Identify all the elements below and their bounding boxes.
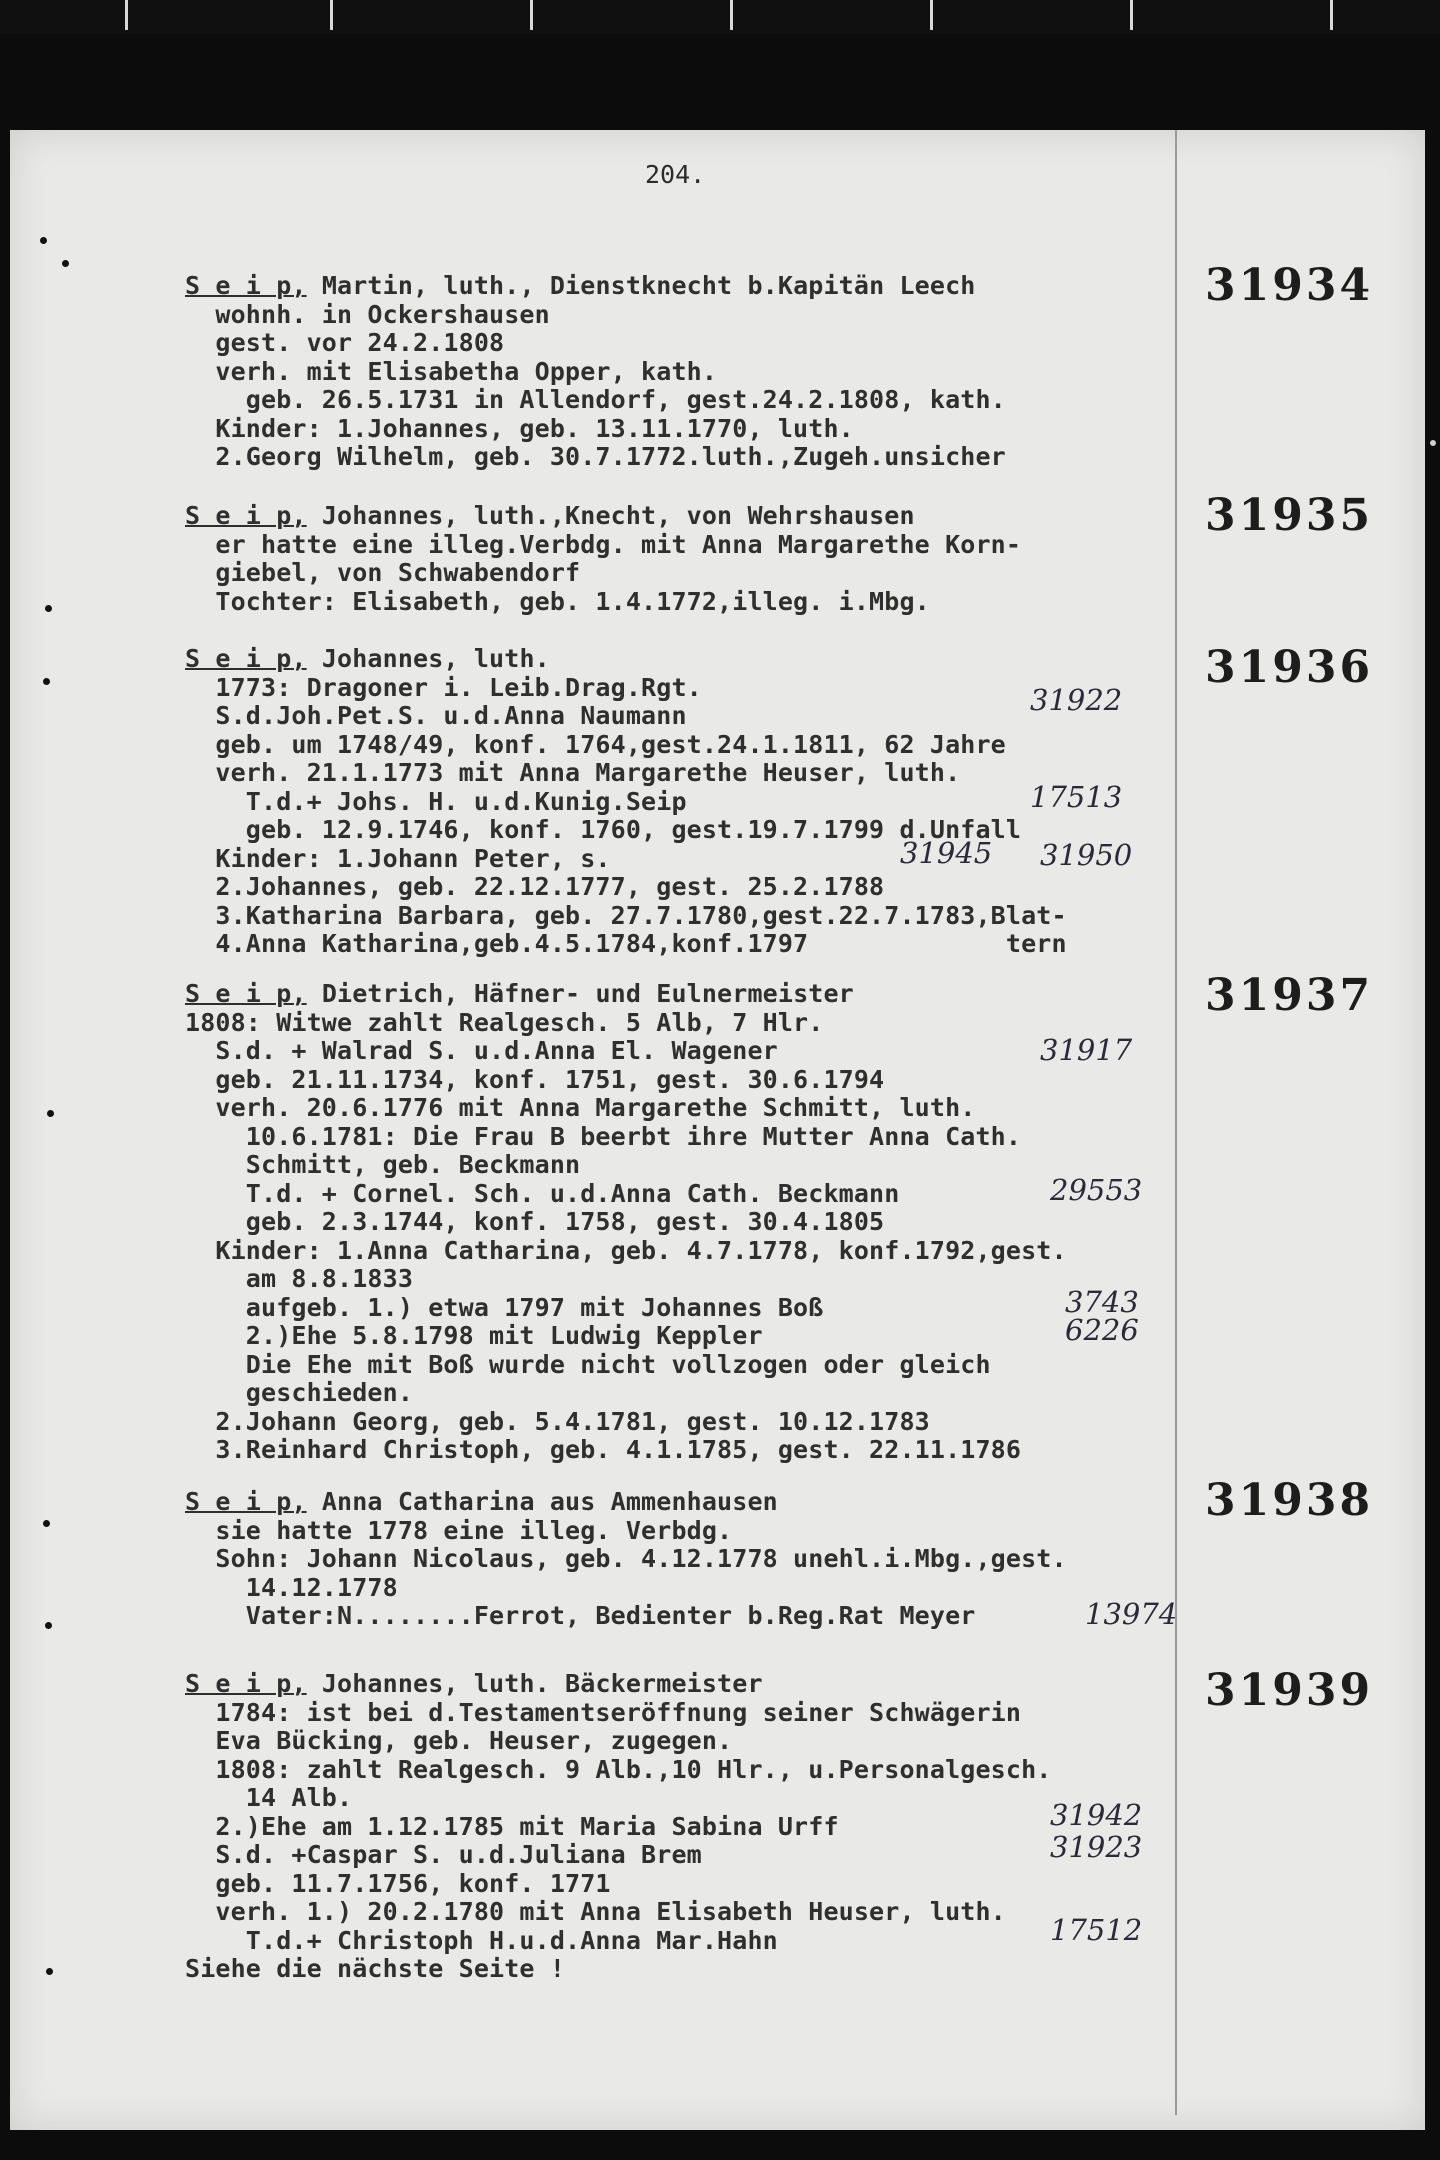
entry-line: 2.Johann Georg, geb. 5.4.1781, gest. 10.12.1783 [185,1406,930,1436]
entry-line: geschieden. [185,1378,414,1407]
entry-line: Sohn: Johann Nicolaus, geb. 4.12.1778 unehl.i.Mbg.,gest. [185,1544,1067,1573]
entry-block [185,1670,1195,1984]
entry-line: Kinder: 1.Johannes, geb. 13.11.1770, luth. [185,413,854,443]
entry-line: 3.Katharina Barbara, geb. 27.7.1780,gest.22.7.1783,Blat- [185,900,1067,930]
entry-line: 14.12.1778 [185,1572,398,1602]
entry-line: geb. 21.11.1734, konf. 1751, gest. 30.6.1794 [185,1064,885,1094]
film-mark [330,0,333,30]
entry-line: am 8.8.1833 [185,1264,414,1293]
entry-line: S e i p, Anna Catharina aus Ammenhausen [185,1487,778,1516]
entry-line: gest. vor 24.2.1808 [185,328,505,357]
handwritten-ref: 31945 [900,836,993,870]
entry-number: 31939 [1205,1665,1374,1716]
punch-hole [43,678,50,685]
entry-line: S e i p, Johannes, luth. [185,644,550,673]
film-mark [125,0,128,30]
punch-hole [46,1968,53,1975]
handwritten-ref: 17513 [1030,780,1123,814]
punch-hole [62,260,69,267]
surname-heading: S e i p, [185,644,307,673]
entry-block [185,272,1195,472]
entry-line: S e i p, Martin, luth., Dienstknecht b.Kapitän Leech [185,271,976,300]
entry-line: aufgeb. 1.) etwa 1797 mit Johannes Boß [185,1292,824,1322]
entry-line: 1808: zahlt Realgesch. 9 Alb.,10 Hlr., u.Personalgesch. [185,1754,1052,1784]
film-strip-top [0,0,1440,34]
entry-line: verh. 1.) 20.2.1780 mit Anna Elisabeth Heuser, luth. [185,1897,1006,1926]
film-mark [1130,0,1133,30]
handwritten-ref: 31922 [1030,683,1123,717]
entry-line: S e i p, Dietrich, Häfner- und Eulnermeister [185,979,854,1008]
entry-line: S e i p, Johannes, luth.,Knecht, von Wehrshausen [185,501,915,530]
entry-line: verh. 20.6.1776 mit Anna Margarethe Schmitt, luth. [185,1093,976,1122]
entry-line: geb. 26.5.1731 in Allendorf, gest.24.2.1808, kath. [185,385,1006,414]
entry-line: sie hatte 1778 eine illeg. Verbdg. [185,1515,733,1545]
handwritten-ref: 31917 [1040,1033,1133,1067]
surname-heading: S e i p, [185,501,307,530]
film-edge-mark [1430,440,1436,446]
entry-line: geb. 2.3.1744, konf. 1758, gest. 30.4.1805 [185,1207,885,1236]
film-mark [930,0,933,30]
punch-hole [45,605,52,612]
entry-line: geb. 11.7.1756, konf. 1771 [185,1868,611,1898]
entry-line: 1773: Dragoner i. Leib.Drag.Rgt. [185,672,702,702]
entry-number: 31934 [1205,260,1374,311]
entry-line: 1784: ist bei d.Testamentseröffnung seiner Schwägerin [185,1697,1022,1727]
punch-hole [43,1520,50,1527]
surname-heading: S e i p, [185,1669,307,1698]
entry-number: 31936 [1205,642,1374,693]
film-mark [530,0,533,30]
entry-line: S e i p, Johannes, luth. Bäckermeister [185,1669,763,1698]
page-number: 204. [645,160,706,189]
entry-line: Vater:N........Ferrot, Bedienter b.Reg.Rat Meyer [185,1601,976,1630]
handwritten-ref: 31942 [1050,1798,1143,1832]
entry-line: geb. 12.9.1746, konf. 1760, gest.19.7.1799 d.Unfall [185,815,1022,844]
handwritten-ref: 17512 [1050,1913,1143,1947]
film-mark [1330,0,1333,30]
punch-hole [40,237,47,244]
entry-line: 2.)Ehe 5.8.1798 mit Ludwig Keppler [185,1321,763,1350]
handwritten-ref: 13974 [1085,1597,1178,1631]
entry-line: 2.Johannes, geb. 22.12.1777, gest. 25.2.1788 [185,872,885,901]
entry-line: Kinder: 1.Johann Peter, s. [185,843,611,873]
entry-block [185,502,1195,616]
entry-line: Tochter: Elisabeth, geb. 1.4.1772,illeg. i.Mbg. [185,586,930,616]
handwritten-ref: 31923 [1050,1830,1143,1864]
handwritten-ref: 6226 [1065,1313,1139,1347]
handwritten-ref: 29553 [1050,1173,1143,1207]
surname-heading: S e i p, [185,1487,307,1516]
entry-line: 3.Reinhard Christoph, geb. 4.1.1785, gest. 22.11.1786 [185,1435,1022,1464]
entry-number: 31937 [1205,970,1374,1021]
handwritten-ref: 3743 [1065,1285,1139,1319]
film-mark [730,0,733,30]
entry-line: Schmitt, geb. Beckmann [185,1150,581,1179]
surname-heading: S e i p, [185,979,307,1008]
entry-line: T.d.+ Christoph H.u.d.Anna Mar.Hahn [185,1925,778,1955]
entry-line: wohnh. in Ockershausen [185,299,550,329]
entry-line: 10.6.1781: Die Frau B beerbt ihre Mutter Anna Cath. [185,1121,1022,1151]
entry-line: 1808: Witwe zahlt Realgesch. 5 Alb, 7 Hlr. [185,1007,824,1037]
entry-line: T.d.+ Johs. H. u.d.Kunig.Seip [185,786,687,816]
entry-line: T.d. + Cornel. Sch. u.d.Anna Cath. Beckmann [185,1178,900,1208]
entry-line: verh. 21.1.1773 mit Anna Margarethe Heuser, luth. [185,758,961,787]
handwritten-ref: 31950 [1040,838,1133,872]
entry-line: verh. mit Elisabetha Opper, kath. [185,356,718,386]
entry-line: giebel, von Schwabendorf [185,558,581,587]
entry-line: Siehe die nächste Seite ! [185,1954,566,1983]
surname-heading: S e i p, [185,271,307,300]
entry-line: 2.)Ehe am 1.12.1785 mit Maria Sabina Urff [185,1811,839,1841]
entry-block [185,1488,1195,1631]
punch-hole [47,1110,54,1117]
entry-line: S.d. +Caspar S. u.d.Juliana Brem [185,1840,702,1869]
entry-line: 14 Alb. [185,1783,353,1812]
entry-line: Eva Bücking, geb. Heuser, zugegen. [185,1726,733,1755]
entry-number: 31935 [1205,490,1374,541]
punch-hole [45,1622,52,1629]
entry-line: 4.Anna Katharina,geb.4.5.1784,konf.1797 tern [185,929,1067,958]
index-card-page [10,130,1425,2130]
entry-line: geb. um 1748/49, konf. 1764,gest.24.1.1811, 62 Jahre [185,729,1006,759]
entry-line: er hatte eine illeg.Verbdg. mit Anna Margarethe Korn- [185,529,1022,559]
entry-line: S.d.Joh.Pet.S. u.d.Anna Naumann [185,701,687,730]
entry-line: 2.Georg Wilhelm, geb. 30.7.1772.luth.,Zugeh.unsicher [185,442,1006,471]
entry-line: Die Ehe mit Boß wurde nicht vollzogen oder gleich [185,1349,991,1379]
entry-line: S.d. + Walrad S. u.d.Anna El. Wagener [185,1036,778,1065]
entry-line: Kinder: 1.Anna Catharina, geb. 4.7.1778, konf.1792,gest. [185,1235,1067,1265]
entry-number: 31938 [1205,1475,1374,1526]
